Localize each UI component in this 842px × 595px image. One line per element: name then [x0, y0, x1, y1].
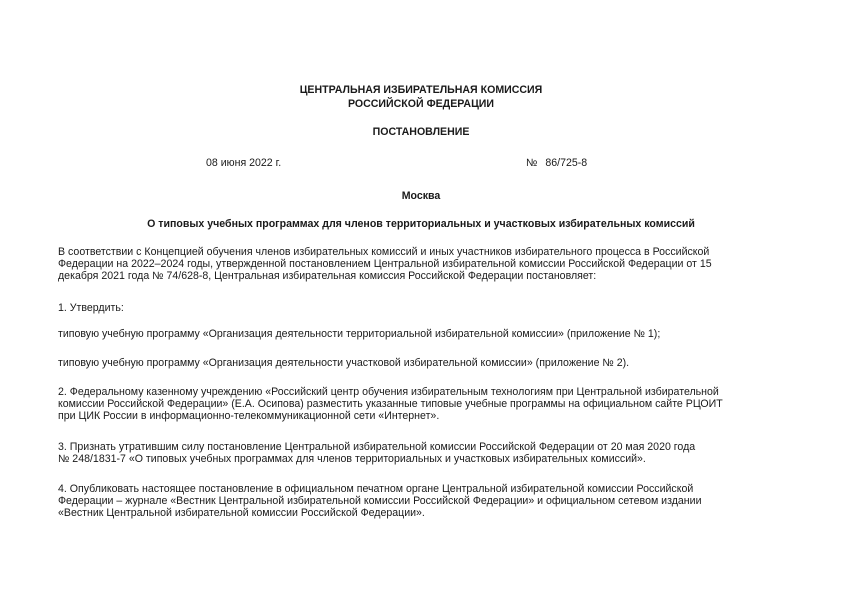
document-city: Москва [401, 190, 441, 202]
text-line: 4. Опубликовать настоящее постановление в официальном печатном органе Центральной избирательной комиссии Российской [58, 483, 694, 495]
preamble-paragraph [58, 246, 786, 282]
organization-name-line2: РОССИЙСКОЙ ФЕДЕРАЦИИ [347, 98, 495, 110]
text-line: комиссии Российской Федерации» (Е.А. Осипова) разместить указанные типовые учебные программы на официальном сайте РЦОИТ [58, 398, 723, 410]
document-title: О типовых учебных программах для членов территориальных и участковых избирательных комиссий [147, 218, 695, 230]
item-1a-paragraph [58, 328, 786, 340]
item-2-paragraph [58, 386, 786, 422]
text-line: «Вестник Центральной избирательной комиссии Российской Федерации». [58, 507, 425, 519]
document-type: ПОСТАНОВЛЕНИЕ [372, 126, 470, 138]
text-line: 1. Утвердить: [58, 302, 124, 314]
text-line: Федерации на 2022–2024 годы, утвержденной постановлением Центральной избирательной комиссии Российской Федерации от 15 [58, 258, 712, 270]
text-line: Федерации – журнале «Вестник Центральной избирательной комиссии Российской Федерации» и официальном сетевом издании [58, 495, 702, 507]
organization-name-line1: ЦЕНТРАЛЬНАЯ ИЗБИРАТЕЛЬНАЯ КОМИССИЯ [299, 84, 543, 96]
text-line: № 248/1831-7 «О типовых учебных программах для членов территориальных и участковых избирательных комиссий». [58, 453, 646, 465]
item-3-paragraph [58, 441, 786, 465]
document-date: 08 июня 2022 г. [206, 157, 282, 169]
number-sign: № [526, 157, 538, 169]
item-1-paragraph [58, 302, 786, 314]
item-1b-paragraph [58, 357, 786, 369]
text-line: 3. Признать утратившим силу постановление Центральной избирательной комиссии Российской Федерации от 20 мая 2020 года [58, 441, 696, 453]
text-line: при ЦИК России в информационно-телекоммуникационной сети «Интернет». [58, 410, 440, 422]
item-4-paragraph [58, 483, 786, 519]
text-line: 2. Федеральному казенному учреждению «Российский центр обучения избирательным технологиям при Центральной избирательной [58, 386, 719, 398]
document-number [526, 157, 587, 169]
text-line: типовую учебную программу «Организация деятельности участковой избирательной комиссии» (приложение № 2). [58, 357, 630, 369]
text-line: В соответствии с Концепцией обучения членов избирательных комиссий и иных участников избирательного процесса в Российской [58, 246, 710, 258]
text-line: типовую учебную программу «Организация деятельности территориальной избирательной комиссии» (приложение № 1); [58, 328, 661, 340]
number-value: 86/725-8 [545, 157, 588, 169]
text-line: декабря 2021 года № 74/628-8, Центральная избирательная комиссия Российской Федерации постановляет: [58, 270, 597, 282]
